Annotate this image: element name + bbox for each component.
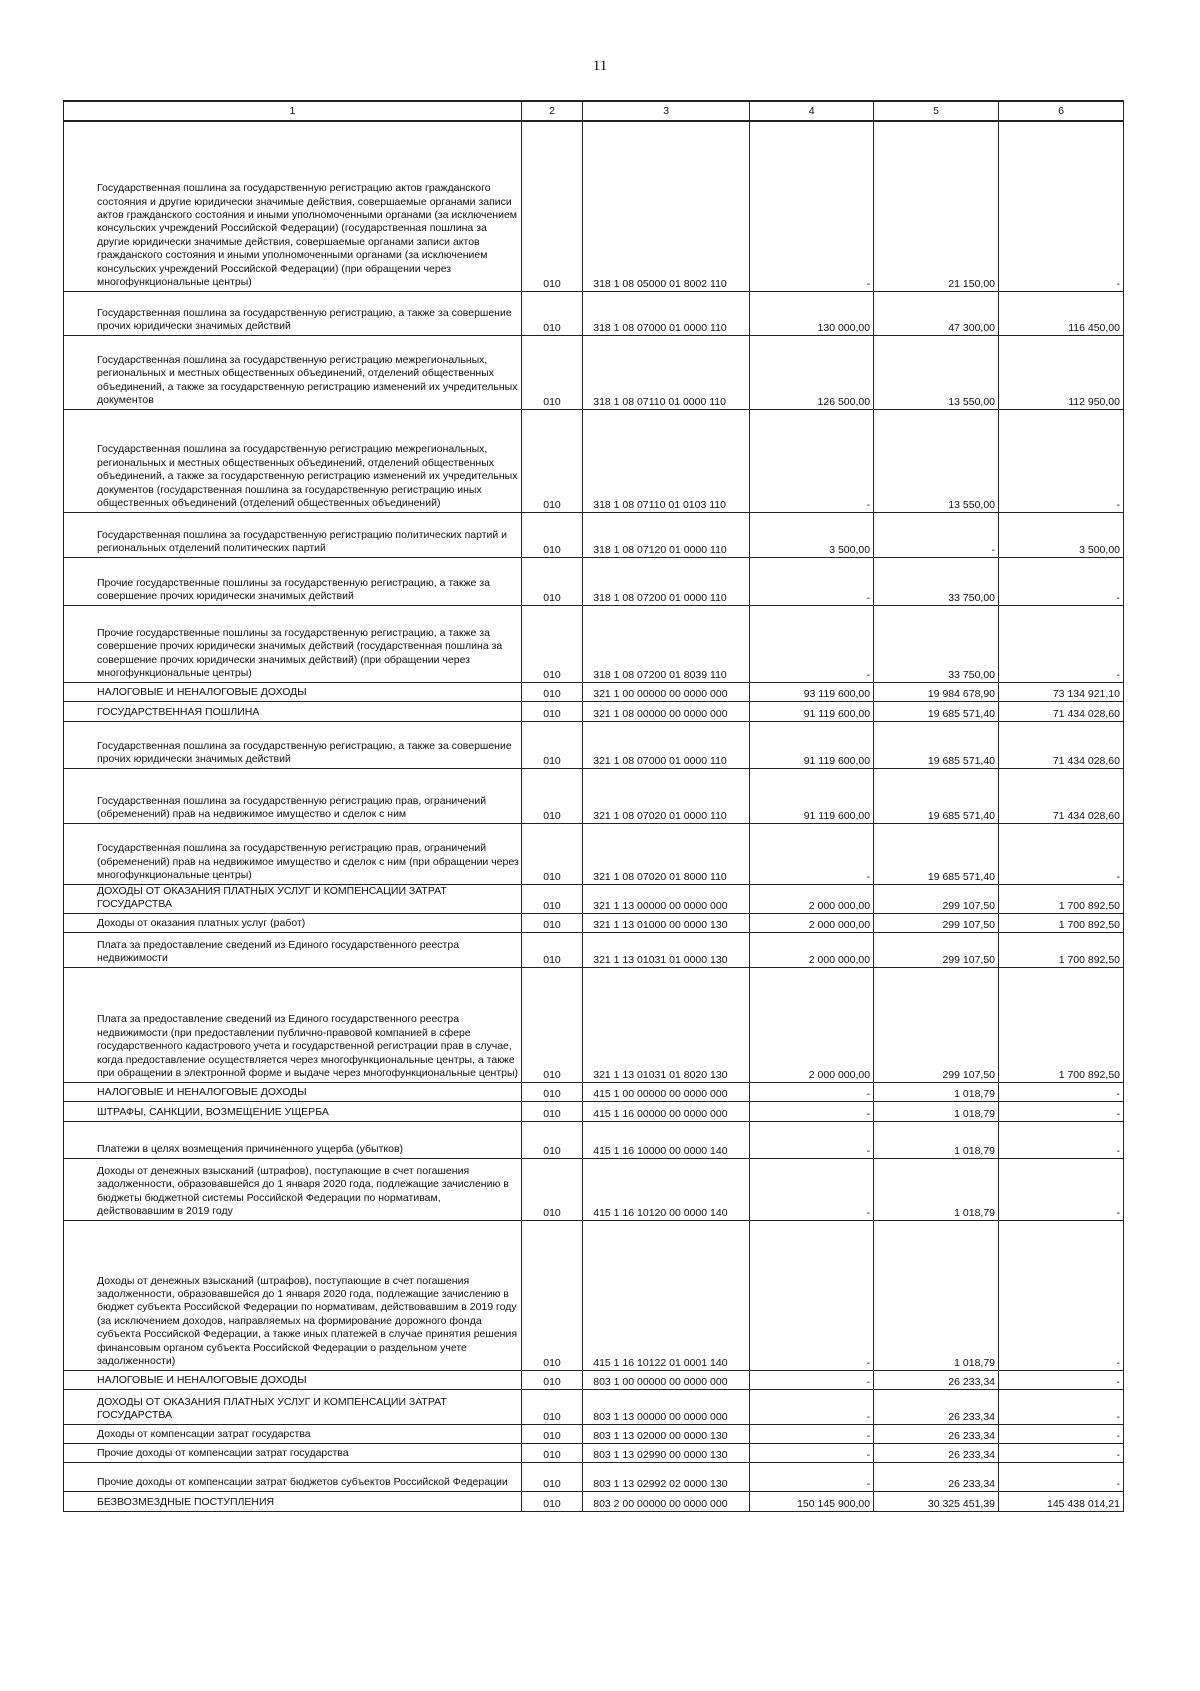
row-code: 010 [521,1443,582,1462]
row-approved-amount: 91 119 600,00 [750,768,874,823]
row-budget-code: 321 1 08 07000 01 0000 110 [583,721,750,768]
column-header: 6 [999,101,1124,121]
row-unexecuted-amount: 73 134 921,10 [999,682,1124,701]
row-approved-amount: - [750,1158,874,1220]
row-budget-code: 321 1 00 00000 00 0000 000 [583,682,750,701]
table-row [64,1121,1124,1158]
row-code: 010 [521,335,582,409]
row-name: Плата за предоставление сведений из Единого государственного реестра недвижимости [64,932,522,967]
table-row [64,967,1124,1082]
row-code: 010 [521,512,582,557]
row-budget-code: 803 1 13 02000 00 0000 130 [583,1424,750,1443]
row-approved-amount: 2 000 000,00 [750,932,874,967]
row-approved-amount: - [750,1121,874,1158]
row-budget-code: 321 1 08 07020 01 8000 110 [583,823,750,884]
row-unexecuted-amount: 1 700 892,50 [999,884,1124,913]
table-row [64,1443,1124,1462]
table-row [64,335,1124,409]
row-name: Прочие государственные пошлины за государственную регистрацию, а также за совершение прочих юридически значимых действий (государственная пошлина за совершение прочих юридически значимых действий) (при обращении через многофункциональные центры) [64,605,522,682]
row-unexecuted-amount: 71 434 028,60 [999,768,1124,823]
table-row [64,768,1124,823]
row-unexecuted-amount: - [999,823,1124,884]
row-name: Прочие доходы от компенсации затрат государства [64,1443,522,1462]
row-executed-amount: 30 325 451,39 [874,1491,999,1511]
row-name: ГОСУДАРСТВЕННАЯ ПОШЛИНА [64,701,522,721]
row-name: Доходы от компенсации затрат государства [64,1424,522,1443]
row-executed-amount: 299 107,50 [874,884,999,913]
row-approved-amount: 91 119 600,00 [750,701,874,721]
row-executed-amount: 47 300,00 [874,291,999,335]
row-code: 010 [521,884,582,913]
page-number: 11 [592,58,608,74]
column-number-row [64,101,1124,121]
row-budget-code: 415 1 00 00000 00 0000 000 [583,1082,750,1101]
column-header: 4 [750,101,874,121]
row-executed-amount: 19 685 571,40 [874,823,999,884]
row-approved-amount: 150 145 900,00 [750,1491,874,1511]
column-header: 5 [874,101,999,121]
row-approved-amount: - [750,557,874,605]
row-budget-code: 803 1 00 00000 00 0000 000 [583,1370,750,1389]
row-code: 010 [521,1389,582,1424]
row-executed-amount: - [874,512,999,557]
table-row [64,1220,1124,1370]
row-code: 010 [521,1491,582,1511]
row-code: 010 [521,701,582,721]
row-name: НАЛОГОВЫЕ И НЕНАЛОГОВЫЕ ДОХОДЫ [64,1370,522,1389]
row-unexecuted-amount: - [999,1424,1124,1443]
row-unexecuted-amount: 3 500,00 [999,512,1124,557]
row-name: Государственная пошлина за государственную регистрацию политических партий и региональных отделений политических партий [64,512,522,557]
table-row [64,1370,1124,1389]
table-row [64,1389,1124,1424]
row-code: 010 [521,1462,582,1491]
row-name: Государственная пошлина за государственную регистрацию межрегиональных, региональных и местных общественных объединений, отделений общественных объединений, а также за государственную регистрацию изменений их учредительных документов [64,335,522,409]
row-name: Государственная пошлина за государственную регистрацию прав, ограничений (обременений) прав на недвижимое имущество и сделок с ним [64,768,522,823]
row-name: Доходы от денежных взысканий (штрафов), поступающие в счет погашения задолженности, образовавшейся до 1 января 2020 года, подлежащие зачислению в бюджет субъекта Российской Федерации по нормативам, действовавшим в 2019 году (за исключением доходов, направляемых на формирование дорожного фонда субъекта Российской Федерации, а также иных платежей в случае принятия решения финансовым органом субъекта Российской Федерации о раздельном учете задолженности) [64,1220,522,1370]
row-unexecuted-amount: - [999,409,1124,512]
row-name: БЕЗВОЗМЕЗДНЫЕ ПОСТУПЛЕНИЯ [64,1491,522,1511]
row-code: 010 [521,1101,582,1121]
table-row [64,121,1124,291]
table-row [64,1424,1124,1443]
column-header: 2 [521,101,582,121]
row-code: 010 [521,1424,582,1443]
row-name: Платежи в целях возмещения причиненного ущерба (убытков) [64,1121,522,1158]
row-code: 010 [521,932,582,967]
row-name: ДОХОДЫ ОТ ОКАЗАНИЯ ПЛАТНЫХ УСЛУГ И КОМПЕНСАЦИИ ЗАТРАТ ГОСУДАРСТВА [64,884,522,913]
table-row [64,884,1124,913]
row-executed-amount: 299 107,50 [874,932,999,967]
row-unexecuted-amount: 1 700 892,50 [999,913,1124,932]
row-budget-code: 321 1 13 01031 01 0000 130 [583,932,750,967]
row-executed-amount: 26 233,34 [874,1424,999,1443]
table-row [64,1082,1124,1101]
table-row [64,913,1124,932]
row-approved-amount: 126 500,00 [750,335,874,409]
row-executed-amount: 19 685 571,40 [874,721,999,768]
row-unexecuted-amount: 145 438 014,21 [999,1491,1124,1511]
row-budget-code: 803 1 13 02990 00 0000 130 [583,1443,750,1462]
row-approved-amount: - [750,823,874,884]
row-code: 010 [521,682,582,701]
row-executed-amount: 33 750,00 [874,557,999,605]
row-unexecuted-amount: - [999,1121,1124,1158]
row-budget-code: 415 1 16 10122 01 0001 140 [583,1220,750,1370]
row-unexecuted-amount: - [999,1220,1124,1370]
row-approved-amount: 2 000 000,00 [750,967,874,1082]
row-budget-code: 415 1 16 10120 00 0000 140 [583,1158,750,1220]
row-name: Государственная пошлина за государственную регистрацию актов гражданского состояния и другие юридически значимые действия, совершаемые органами записи актов гражданского состояния и иными уполномоченными органами (за исключением консульских учреждений Российской Федерации) (государственная пошлина за другие юридически значимые действия, совершаемые органами записи актов гражданского состояния и иными уполномоченными органами (за исключением консульских учреждений Российской Федерации) (при обращении через многофункциональные центры) [64,121,522,291]
row-code: 010 [521,768,582,823]
row-name: НАЛОГОВЫЕ И НЕНАЛОГОВЫЕ ДОХОДЫ [64,682,522,701]
row-approved-amount: 91 119 600,00 [750,721,874,768]
row-unexecuted-amount: - [999,1082,1124,1101]
row-unexecuted-amount: - [999,1462,1124,1491]
budget-revenue-table [63,100,1124,1512]
row-unexecuted-amount: - [999,1158,1124,1220]
row-executed-amount: 26 233,34 [874,1443,999,1462]
row-name: Прочие доходы от компенсации затрат бюджетов субъектов Российской Федерации [64,1462,522,1491]
row-name: Плата за предоставление сведений из Единого государственного реестра недвижимости (при предоставлении публично-правовой компанией в сфере государственного кадастрового учета и государственной регистрации прав в случае, когда предоставление осуществляется через многофункциональные центры, а также при обращении в электронной форме и выдаче через многофункциональные центры) [64,967,522,1082]
row-approved-amount: - [750,409,874,512]
row-unexecuted-amount: - [999,1101,1124,1121]
row-approved-amount: 3 500,00 [750,512,874,557]
row-code: 010 [521,967,582,1082]
row-budget-code: 321 1 13 01000 00 0000 130 [583,913,750,932]
row-unexecuted-amount: 1 700 892,50 [999,967,1124,1082]
table-row [64,512,1124,557]
row-name: Прочие государственные пошлины за государственную регистрацию, а также за совершение прочих юридически значимых действий [64,557,522,605]
row-budget-code: 318 1 08 07110 01 0000 110 [583,335,750,409]
row-code: 010 [521,1220,582,1370]
column-header: 3 [583,101,750,121]
row-unexecuted-amount: 71 434 028,60 [999,721,1124,768]
row-executed-amount: 19 685 571,40 [874,768,999,823]
row-approved-amount: - [750,121,874,291]
table-row [64,557,1124,605]
row-unexecuted-amount: 116 450,00 [999,291,1124,335]
row-approved-amount: - [750,1220,874,1370]
row-budget-code: 321 1 13 01031 01 8020 130 [583,967,750,1082]
row-executed-amount: 1 018,79 [874,1101,999,1121]
row-unexecuted-amount: - [999,1389,1124,1424]
row-budget-code: 318 1 08 07200 01 8039 110 [583,605,750,682]
row-code: 010 [521,1370,582,1389]
row-code: 010 [521,121,582,291]
row-budget-code: 803 1 13 00000 00 0000 000 [583,1389,750,1424]
row-executed-amount: 1 018,79 [874,1158,999,1220]
row-executed-amount: 13 550,00 [874,335,999,409]
table-row [64,409,1124,512]
row-approved-amount: 93 119 600,00 [750,682,874,701]
row-budget-code: 318 1 08 07200 01 0000 110 [583,557,750,605]
table-row [64,1462,1124,1491]
row-executed-amount: 19 984 678,90 [874,682,999,701]
row-budget-code: 803 2 00 00000 00 0000 000 [583,1491,750,1511]
row-budget-code: 318 1 08 05000 01 8002 110 [583,121,750,291]
row-executed-amount: 19 685 571,40 [874,701,999,721]
row-unexecuted-amount: - [999,1370,1124,1389]
table-row [64,1491,1124,1511]
row-executed-amount: 1 018,79 [874,1220,999,1370]
row-code: 010 [521,1121,582,1158]
row-budget-code: 415 1 16 00000 00 0000 000 [583,1101,750,1121]
row-budget-code: 318 1 08 07120 01 0000 110 [583,512,750,557]
row-approved-amount: 2 000 000,00 [750,913,874,932]
row-code: 010 [521,291,582,335]
row-executed-amount: 299 107,50 [874,967,999,1082]
row-unexecuted-amount: - [999,1443,1124,1462]
row-code: 010 [521,823,582,884]
row-approved-amount: - [750,1370,874,1389]
row-name: Государственная пошлина за государственную регистрацию, а также за совершение прочих юридически значимых действий [64,721,522,768]
row-code: 010 [521,605,582,682]
table-row [64,682,1124,701]
row-name: ДОХОДЫ ОТ ОКАЗАНИЯ ПЛАТНЫХ УСЛУГ И КОМПЕНСАЦИИ ЗАТРАТ ГОСУДАРСТВА [64,1389,522,1424]
row-executed-amount: 13 550,00 [874,409,999,512]
table-row [64,1158,1124,1220]
table-row [64,291,1124,335]
row-executed-amount: 1 018,79 [874,1121,999,1158]
row-approved-amount: - [750,1443,874,1462]
row-executed-amount: 26 233,34 [874,1370,999,1389]
row-unexecuted-amount: 1 700 892,50 [999,932,1124,967]
row-name: Государственная пошлина за государственную регистрацию, а также за совершение прочих юридически значимых действий [64,291,522,335]
row-approved-amount: - [750,1389,874,1424]
row-approved-amount: - [750,1462,874,1491]
row-name: Доходы от денежных взысканий (штрафов), поступающие в счет погашения задолженности, образовавшейся до 1 января 2020 года, подлежащие зачислению в бюджеты бюджетной системы Российской Федерации по нормативам, действовавшим в 2019 году [64,1158,522,1220]
row-executed-amount: 299 107,50 [874,913,999,932]
table-row [64,1101,1124,1121]
row-code: 010 [521,1082,582,1101]
row-code: 010 [521,409,582,512]
row-executed-amount: 33 750,00 [874,605,999,682]
row-unexecuted-amount: - [999,557,1124,605]
row-name: Государственная пошлина за государственную регистрацию прав, ограничений (обременений) прав на недвижимое имущество и сделок с ним (при обращении через многофункциональные центры) [64,823,522,884]
row-executed-amount: 26 233,34 [874,1389,999,1424]
row-executed-amount: 21 150,00 [874,121,999,291]
row-budget-code: 321 1 13 00000 00 0000 000 [583,884,750,913]
row-approved-amount: - [750,1082,874,1101]
row-unexecuted-amount: 71 434 028,60 [999,701,1124,721]
row-unexecuted-amount: - [999,605,1124,682]
column-header: 1 [64,101,522,121]
table-row [64,823,1124,884]
row-budget-code: 318 1 08 07000 01 0000 110 [583,291,750,335]
row-approved-amount: - [750,1101,874,1121]
row-executed-amount: 1 018,79 [874,1082,999,1101]
row-budget-code: 321 1 08 07020 01 0000 110 [583,768,750,823]
row-code: 010 [521,557,582,605]
row-approved-amount: - [750,605,874,682]
row-name: Государственная пошлина за государственную регистрацию межрегиональных, региональных и местных общественных объединений, отделений общественных объединений, а также за государственную регистрацию изменений их учредительных документов (государственная пошлина за государственную регистрацию иных общественных объединений (отделений общественных объединений) [64,409,522,512]
row-code: 010 [521,913,582,932]
row-unexecuted-amount: - [999,121,1124,291]
row-approved-amount: - [750,1424,874,1443]
row-code: 010 [521,1158,582,1220]
table-row [64,932,1124,967]
row-name: Доходы от оказания платных услуг (работ) [64,913,522,932]
row-name: ШТРАФЫ, САНКЦИИ, ВОЗМЕЩЕНИЕ УЩЕРБА [64,1101,522,1121]
row-unexecuted-amount: 112 950,00 [999,335,1124,409]
row-approved-amount: 130 000,00 [750,291,874,335]
row-budget-code: 415 1 16 10000 00 0000 140 [583,1121,750,1158]
row-budget-code: 321 1 08 00000 00 0000 000 [583,701,750,721]
row-budget-code: 318 1 08 07110 01 0103 110 [583,409,750,512]
row-code: 010 [521,721,582,768]
row-executed-amount: 26 233,34 [874,1462,999,1491]
row-approved-amount: 2 000 000,00 [750,884,874,913]
table-row [64,721,1124,768]
row-budget-code: 803 1 13 02992 02 0000 130 [583,1462,750,1491]
table-row [64,701,1124,721]
table-row [64,605,1124,682]
row-name: НАЛОГОВЫЕ И НЕНАЛОГОВЫЕ ДОХОДЫ [64,1082,522,1101]
